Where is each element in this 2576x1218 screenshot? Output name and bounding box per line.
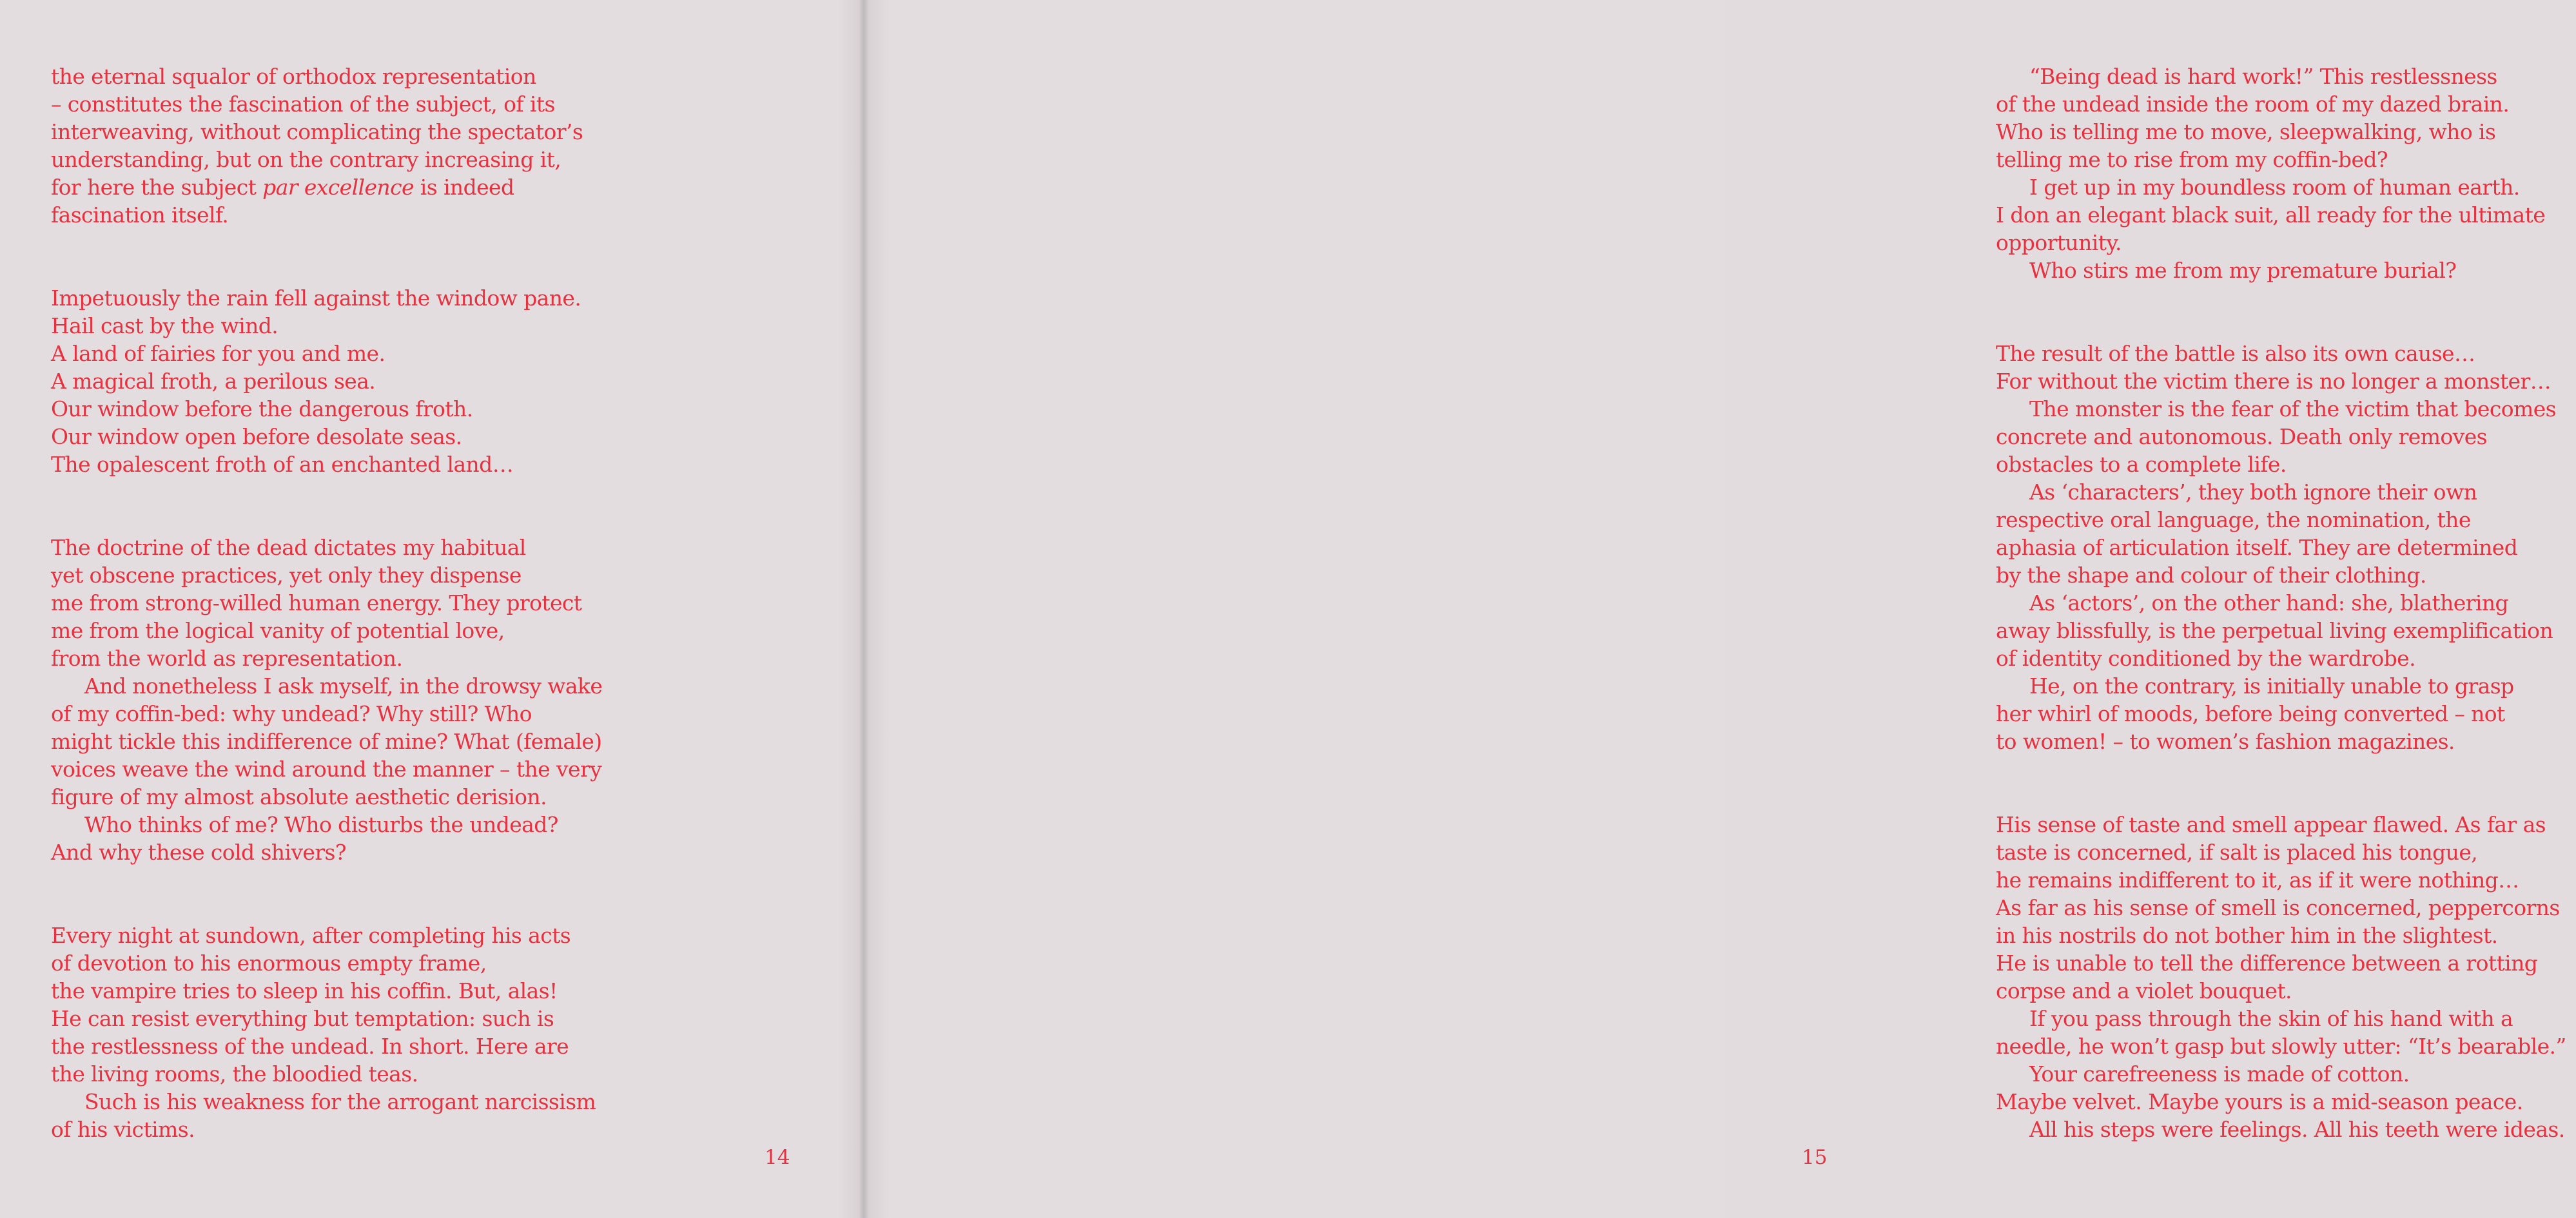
text-block: [51, 922, 625, 1143]
text-line: I get up in my boundless room of human earth.: [2029, 175, 2520, 200]
text-line: respective oral language, the nomination, the: [1996, 507, 2471, 532]
paragraph-gap: [51, 866, 625, 922]
text-line: telling me to rise from my coffin-bed?: [1996, 147, 2388, 172]
text-line: of my coffin-bed: why undead? Why still? Who: [51, 701, 532, 726]
text-line: away blissfully, is the perpetual living exemplification: [1996, 618, 2553, 643]
text-line: concrete and autonomous. Death only removes: [1996, 424, 2487, 449]
text-line: He, on the contrary, is initially unable to grasp: [2029, 673, 2514, 699]
text-line: of devotion to his enormous empty frame,: [51, 951, 487, 976]
text-line: Hail cast by the wind.: [51, 313, 278, 338]
text-line: A magical froth, a perilous sea.: [51, 369, 376, 394]
text-line: [51, 173, 625, 201]
text-line: Who stirs me from my premature burial?: [2029, 258, 2457, 283]
text-line: the vampire tries to sleep in his coffin. But, alas!: [51, 978, 558, 1003]
text-line: voices weave the wind around the manner – the very: [51, 757, 602, 782]
text-line: The result of the battle is also its own cause…: [1996, 341, 2475, 366]
text-line: He is unable to tell the difference between a rotting: [1996, 951, 2538, 976]
text-line: to women! – to women’s fashion magazines.: [1996, 729, 2455, 754]
text-line: the eternal squalor of orthodox representation: [51, 64, 536, 89]
text-line: Maybe velvet. Maybe yours is a mid-season peace.: [1996, 1089, 2523, 1114]
text-block: [51, 63, 625, 229]
text-line: Every night at sundown, after completing his acts: [51, 923, 571, 948]
text-segment: for here the subject: [51, 175, 263, 200]
text-line: taste is concerned, if salt is placed his tongue,: [1996, 840, 2478, 865]
text-line: Your carefreeness is made of cotton.: [2029, 1061, 2410, 1087]
text-block: [1996, 811, 2576, 1143]
text-line: aphasia of articulation itself. They are determined: [1996, 535, 2518, 560]
left-page-text: [51, 63, 625, 1143]
paragraph-gap: [51, 229, 625, 284]
text-line: As ‘characters’, they both ignore their own: [2029, 479, 2477, 505]
text-line: needle, he won’t gasp but slowly utter: “It’s bearable.”: [1996, 1034, 2566, 1059]
text-block: [51, 284, 625, 478]
text-line: me from the logical vanity of potential love,: [51, 618, 505, 643]
text-line: The monster is the fear of the victim that becomes: [2029, 396, 2556, 421]
text-line: Who thinks of me? Who disturbs the undead?: [84, 812, 558, 837]
text-line: the restlessness of the undead. In short. Here are: [51, 1034, 569, 1059]
right-page: [863, 0, 2566, 1218]
text-line: by the shape and colour of their clothing.: [1996, 563, 2426, 588]
text-line: opportunity.: [1996, 230, 2122, 255]
right-page-text: [1996, 63, 2576, 1143]
text-line: figure of my almost absolute aesthetic derision.: [51, 784, 547, 809]
text-line: He can resist everything but temptation: such is: [51, 1006, 554, 1031]
text-line: yet obscene practices, yet only they dispense: [51, 563, 522, 588]
text-line: from the world as representation.: [51, 646, 403, 671]
text-line: Who is telling me to move, sleepwalking, who is: [1996, 119, 2496, 144]
text-line: he remains indifferent to it, as if it were nothing…: [1996, 867, 2519, 893]
text-line: Our window open before desolate seas.: [51, 424, 462, 449]
text-block: [1996, 340, 2576, 755]
text-line: The opalescent froth of an enchanted land…: [51, 452, 514, 477]
text-line: As far as his sense of smell is concerned, peppercorns: [1996, 895, 2560, 920]
text-line: obstacles to a complete life.: [1996, 452, 2287, 477]
text-line: me from strong-willed human energy. They protect: [51, 590, 582, 615]
text-line: – constitutes the fascination of the subject, of its: [51, 92, 555, 117]
text-line: The doctrine of the dead dictates my habitual: [51, 535, 526, 560]
text-block: [51, 534, 625, 866]
paragraph-gap: [51, 478, 625, 534]
text-line: the living rooms, the bloodied teas.: [51, 1061, 418, 1087]
text-line: And nonetheless I ask myself, in the drowsy wake: [84, 673, 603, 699]
text-line: her whirl of moods, before being converted – not: [1996, 701, 2505, 726]
text-line: “Being dead is hard work!” This restlessness: [2029, 64, 2497, 89]
text-segment: is indeed: [413, 175, 514, 200]
text-line: A land of fairies for you and me.: [51, 341, 385, 366]
text-line: of his victims.: [51, 1117, 195, 1142]
text-line: Our window before the dangerous froth.: [51, 396, 473, 421]
text-line: corpse and a violet bouquet.: [1996, 978, 2292, 1003]
paragraph-gap: [1996, 755, 2576, 811]
text-line: And why these cold shivers?: [51, 840, 346, 865]
text-line: If you pass through the skin of his hand with a: [2029, 1006, 2513, 1031]
paragraph-gap: [1996, 284, 2576, 340]
page-number-left: 14: [765, 1146, 790, 1169]
text-line: For without the victim there is no longer a monster…: [1996, 369, 2552, 394]
italic-phrase: par excellence: [262, 175, 414, 200]
text-line: Such is his weakness for the arrogant narcissism: [84, 1089, 596, 1114]
left-page: [0, 0, 863, 1218]
text-line: might tickle this indifference of mine? What (female): [51, 729, 602, 754]
page-number-right: 15: [1802, 1146, 1828, 1169]
text-line: I don an elegant black suit, all ready for the ultimate: [1996, 202, 2546, 227]
text-block: [1996, 63, 2576, 284]
text-line: in his nostrils do not bother him in the slightest.: [1996, 923, 2498, 948]
text-line: All his steps were feelings. All his teeth were ideas.: [2029, 1117, 2565, 1142]
text-line: fascination itself.: [51, 202, 229, 227]
text-line: interweaving, without complicating the spectator’s: [51, 119, 583, 144]
text-line: His sense of taste and smell appear flawed. As far as: [1996, 812, 2546, 837]
text-line: of identity conditioned by the wardrobe.: [1996, 646, 2416, 671]
text-line: Impetuously the rain fell against the window pane.: [51, 285, 581, 311]
text-line: As ‘actors’, on the other hand: she, blathering: [2029, 590, 2509, 615]
text-line: understanding, but on the contrary increasing it,: [51, 147, 561, 172]
text-line: of the undead inside the room of my dazed brain.: [1996, 92, 2510, 117]
